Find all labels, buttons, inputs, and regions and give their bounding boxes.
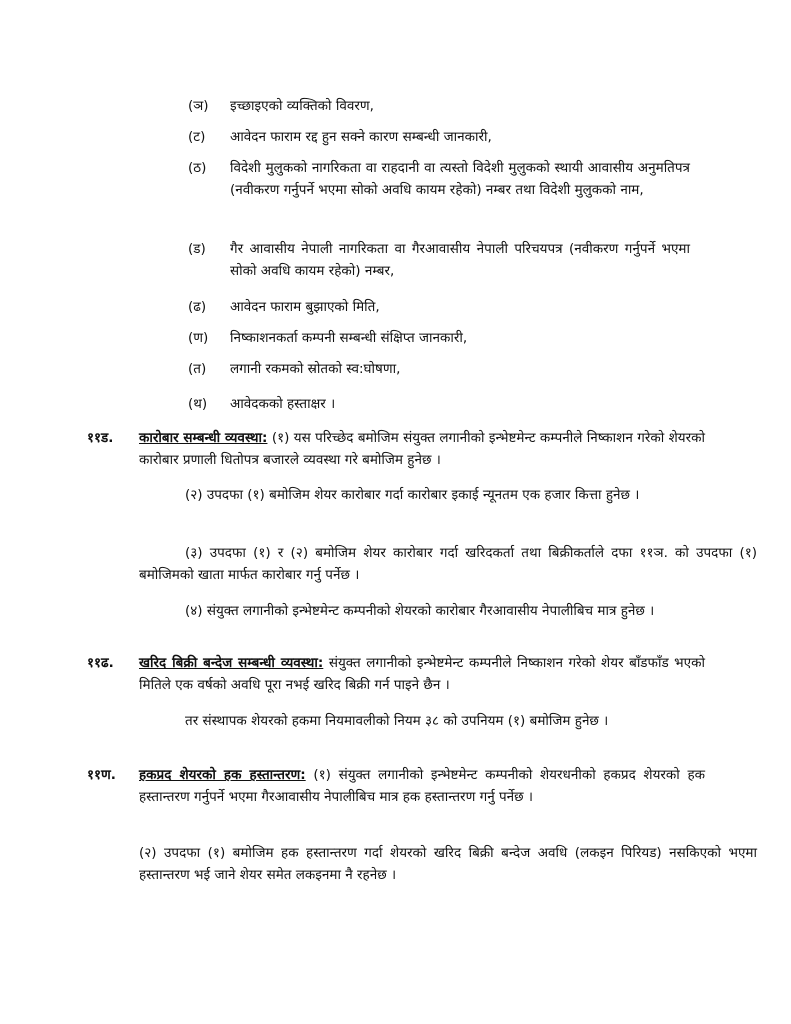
list-marker: (ण) [188,330,209,346]
list-text: आवेदकको हस्ताक्षर । [230,396,336,412]
paragraph: (३) उपदफा (१) र (२) बमोजिम शेयर कारोबार गर्दा खरिदकर्ता तथा बिक्रीकर्ताले दफा ११ञ. को उपदफा (१) बमोजिमको खाता मार्फत कारोबार गर्नु पर्नेछ । [139,545,757,583]
list-marker: (थ) [188,396,208,412]
section-heading: खरिद बिक्री बन्देज सम्बन्धी व्यवस्था: [139,655,324,671]
section-heading: हकप्रद शेयरको हक हस्तान्तरण: [139,767,306,783]
section-number: ११ण. [87,767,116,783]
list-text: लगानी रकमको स्रोतको स्व:घोषणा, [230,361,401,377]
section-number: ११ढ. [87,655,114,671]
section-first-paragraph [139,764,705,808]
list-marker: (ढ) [188,299,207,315]
section-first-paragraph [139,427,705,471]
list-text: गैर आवासीय नेपाली नागरिकता वा गैरआवासीय नेपाली परिचयपत्र (नवीकरण गर्नुपर्ने भएमा सोको अवधि कायम रहेको) नम्बर, [230,241,690,279]
list-marker: (त) [188,361,207,377]
list-text: आवेदन फाराम रद्द हुन सक्ने कारण सम्बन्धी जानकारी, [230,129,492,145]
list-text: विदेशी मुलुकको नागरिकता वा राहदानी वा त्यस्तो विदेशी मुलुकको स्थायी आवासीय अनुमतिपत्र (नवीकरण गर्नुपर्ने भएमा सोको अवधि कायम रहेको) नम्बर तथा विदेशी मुलुकको नाम, [230,160,690,198]
section-text: (१) संयुक्त लगानीको इन्भेष्टमेन्ट कम्पनीको शेयरधनीको हकप्रद शेयरको हक हस्तान्तरण गर्नुपर्ने भएमा गैरआवासीय नेपालीबिच मात्र हक हस्तान्तरण गर्नु पर्नेछ । [139,767,705,805]
section-number: ११ड. [87,430,114,446]
section-text: संयुक्त लगानीको इन्भेष्टमेन्ट कम्पनीले निष्काशन गरेको शेयर बाँडफाँड भएको मितिले एक वर्षको अवधि पूरा नभई खरिद बिक्री गर्न पाइने छैन । [139,655,706,693]
section-text: (१) यस परिच्छेद बमोजिम संयुक्त लगानीको इन्भेष्टमेन्ट कम्पनीले निष्काशन गरेको शेयरको कारोबार प्रणाली धितोपत्र बजारले व्यवस्था गरे बमोजिम हुनेछ । [139,430,705,468]
paragraph: (२) उपदफा (१) बमोजिम शेयर कारोबार गर्दा कारोबार इकाई न्यूनतम एक हजार कित्ता हुनेछ । [185,487,640,503]
list-marker: (ञ) [188,98,209,114]
list-text: आवेदन फाराम बुझाएको मिति, [230,299,380,315]
paragraph: (४) संयुक्त लगानीको इन्भेष्टमेन्ट कम्पनीको शेयरको कारोबार गैरआवासीय नेपालीबिच मात्र हुनेछ । [185,603,655,619]
paragraph: (२) उपदफा (१) बमोजिम हक हस्तान्तरण गर्दा शेयरको खरिद बिक्री बन्देज अवधि (लकइन पिरियड) नसकिएको भएमा हस्तान्तरण भई जाने शेयर समेत लकइनमा नै रहनेछ । [139,845,757,883]
section-heading: कारोबार सम्बन्धी व्यवस्था: [139,430,268,446]
list-text: निष्काशनकर्ता कम्पनी सम्बन्धी संक्षिप्त जानकारी, [230,330,468,346]
paragraph: तर संस्थापक शेयरको हकमा नियमावलीको नियम ३८ को उपनियम (१) बमोजिम हुनेछ । [185,713,609,729]
list-marker: (ड) [188,241,206,257]
section-first-paragraph [139,652,705,696]
list-marker: (ट) [188,129,206,145]
list-text: इच्छाइएको व्यक्तिको विवरण, [230,98,374,114]
list-marker: (ठ) [188,160,207,176]
